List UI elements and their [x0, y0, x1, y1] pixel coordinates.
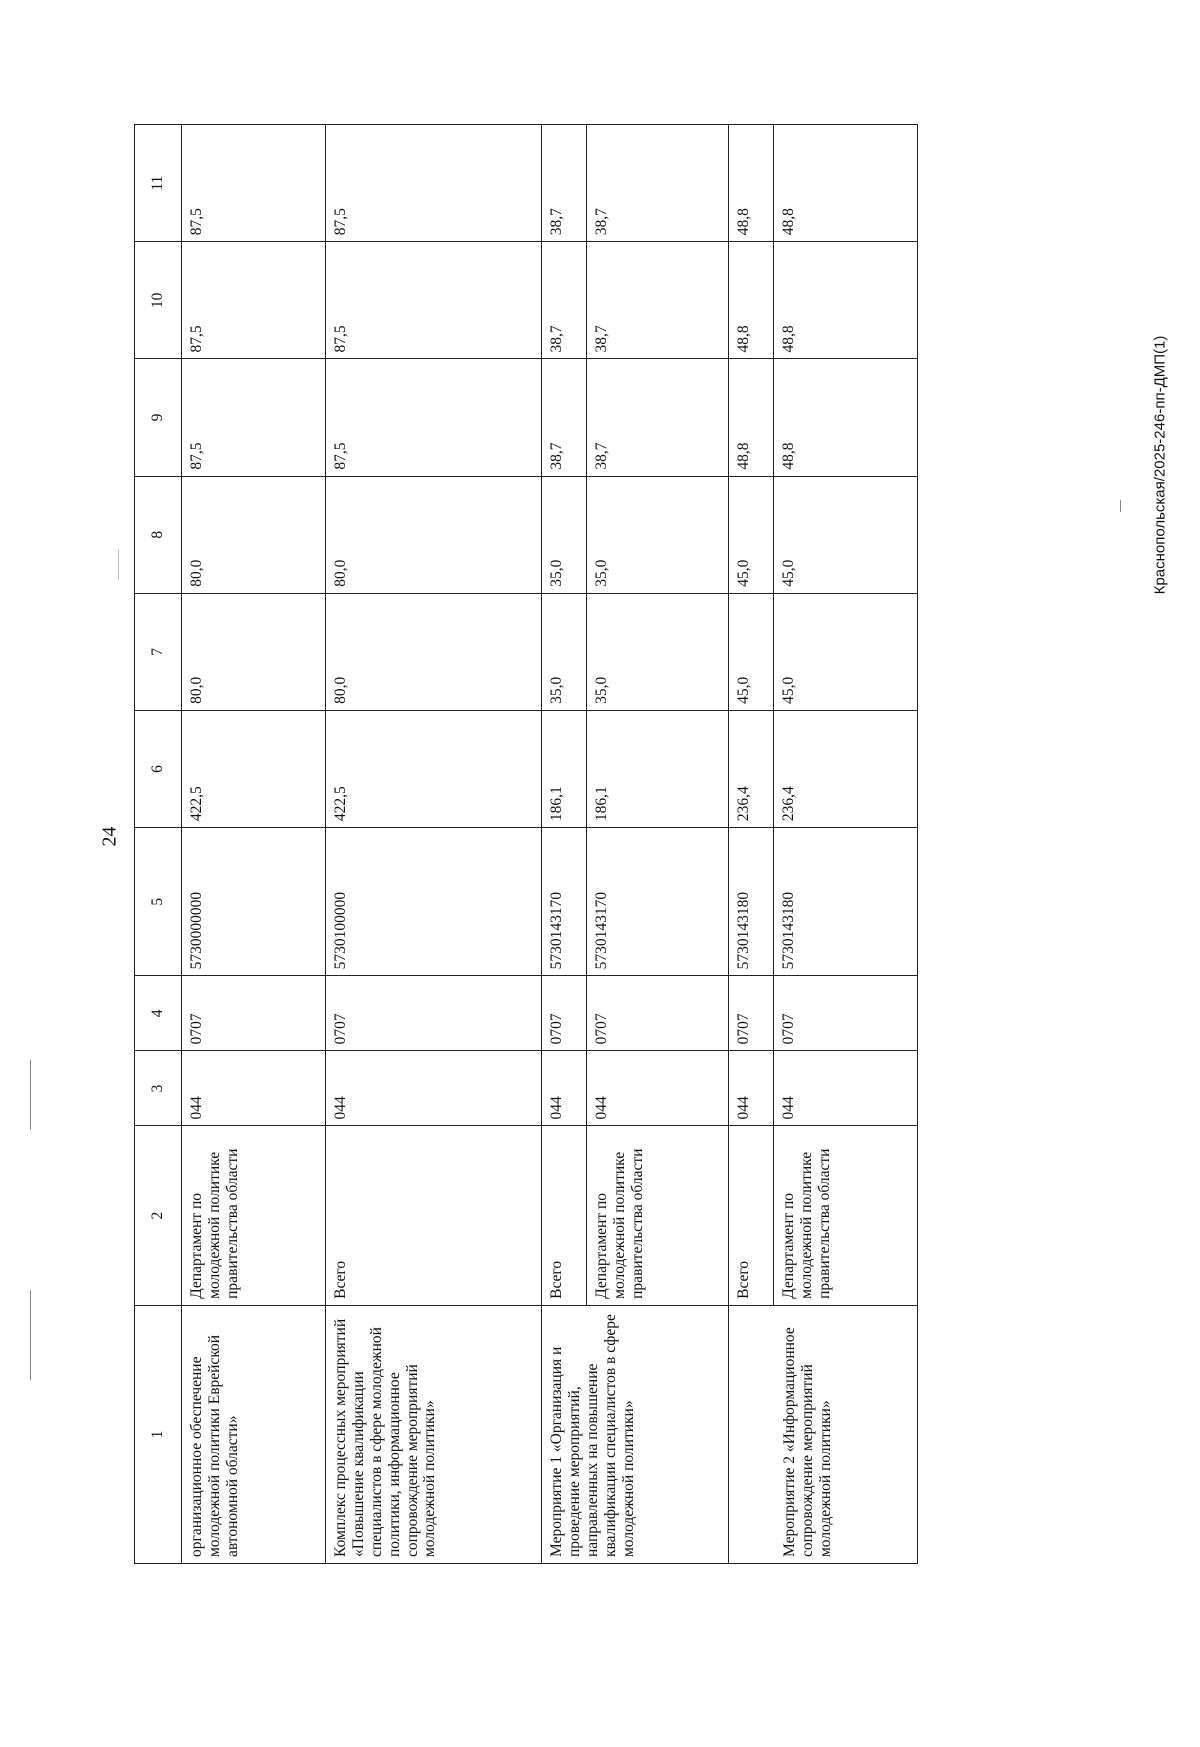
total-value-cell: 422,5	[325, 710, 541, 827]
page-number: 24	[98, 826, 121, 847]
header-cell: 4	[135, 976, 182, 1051]
executor-cell: Всего	[541, 1126, 586, 1305]
table-container	[134, 124, 918, 1564]
executor-cell: Департамент по молодежной политике правительства области	[586, 1126, 729, 1305]
executor-cell: Департамент по молодежной политике правительства области	[181, 1126, 325, 1305]
year-value-cell: 35,0	[586, 476, 729, 593]
table-row	[541, 125, 586, 1564]
target-article-cell: 5730143170	[586, 828, 729, 976]
year-value-cell: 38,7	[586, 125, 729, 242]
year-value-cell: 87,5	[325, 125, 541, 242]
table-header-row	[135, 125, 182, 1564]
program-name-cell: Комплекс процессных мероприятий «Повышение квалификации специалистов в сфере молодежной политики, информационное сопровождение мероприятий молодежной политики»	[325, 1305, 541, 1563]
year-value-cell: 35,0	[541, 476, 586, 593]
year-value-cell: 45,0	[729, 476, 774, 593]
grbs-code-cell: 044	[586, 1051, 729, 1126]
scan-mark	[1120, 500, 1121, 512]
document-code-text: Краснопольская/2025-246-пп-ДМП(1)	[1151, 335, 1169, 595]
section-code-cell: 0707	[541, 976, 586, 1051]
year-value-cell: 35,0	[541, 593, 586, 710]
section-code-cell: 0707	[586, 976, 729, 1051]
year-value-cell: 38,7	[586, 359, 729, 476]
year-value-cell: 48,8	[774, 125, 918, 242]
grbs-code-cell: 044	[774, 1051, 918, 1126]
target-article-cell: 5730143180	[774, 828, 918, 976]
total-value-cell: 422,5	[181, 710, 325, 827]
year-value-cell: 87,5	[325, 242, 541, 359]
year-value-cell: 38,7	[541, 125, 586, 242]
section-code-cell: 0707	[774, 976, 918, 1051]
table-row	[181, 125, 325, 1564]
year-value-cell: 45,0	[774, 476, 918, 593]
year-value-cell: 38,7	[541, 242, 586, 359]
grbs-code-cell: 044	[181, 1051, 325, 1126]
header-cell: 9	[135, 359, 182, 476]
table-row	[325, 125, 541, 1564]
year-value-cell: 87,5	[181, 242, 325, 359]
header-cell: 2	[135, 1126, 182, 1305]
year-value-cell: 45,0	[729, 593, 774, 710]
section-code-cell: 0707	[181, 976, 325, 1051]
total-value-cell: 186,1	[586, 710, 729, 827]
year-value-cell: 38,7	[541, 359, 586, 476]
header-cell: 8	[135, 476, 182, 593]
year-value-cell: 35,0	[586, 593, 729, 710]
total-value-cell: 186,1	[541, 710, 586, 827]
year-value-cell: 87,5	[181, 359, 325, 476]
scan-mark	[118, 550, 119, 580]
section-code-cell: 0707	[729, 976, 774, 1051]
target-article-cell: 5730100000	[325, 828, 541, 976]
header-cell: 1	[135, 1305, 182, 1563]
year-value-cell: 48,8	[729, 125, 774, 242]
year-value-cell: 87,5	[325, 359, 541, 476]
header-cell: 6	[135, 710, 182, 827]
header-cell: 3	[135, 1051, 182, 1126]
section-code-cell: 0707	[325, 976, 541, 1051]
year-value-cell: 80,0	[181, 476, 325, 593]
year-value-cell: 48,8	[774, 242, 918, 359]
total-value-cell: 236,4	[774, 710, 918, 827]
scan-mark	[30, 1060, 31, 1130]
year-value-cell: 80,0	[325, 476, 541, 593]
executor-cell: Всего	[729, 1126, 774, 1305]
executor-cell: Департамент по молодежной политике правительства области	[774, 1126, 918, 1305]
year-value-cell: 48,8	[774, 359, 918, 476]
year-value-cell: 80,0	[325, 593, 541, 710]
grbs-code-cell: 044	[729, 1051, 774, 1126]
grbs-code-cell: 044	[541, 1051, 586, 1126]
year-value-cell: 48,8	[729, 359, 774, 476]
grbs-code-cell: 044	[325, 1051, 541, 1126]
header-cell: 7	[135, 593, 182, 710]
year-value-cell: 87,5	[181, 125, 325, 242]
budget-table	[134, 124, 918, 1564]
header-cell: 5	[135, 828, 182, 976]
year-value-cell: 38,7	[586, 242, 729, 359]
program-name-cell: Мероприятие 1 «Организация и проведение мероприятий, направленных на повышение квалификации специалистов в сфере молодежной политики»	[541, 1305, 729, 1563]
year-value-cell: 80,0	[181, 593, 325, 710]
header-cell: 10	[135, 242, 182, 359]
header-cell: 11	[135, 125, 182, 242]
program-name-cell: Мероприятие 2 «Информационное сопровождение мероприятий молодежной политики»	[729, 1305, 918, 1563]
year-value-cell: 48,8	[729, 242, 774, 359]
scan-mark	[30, 1290, 31, 1380]
target-article-cell: 5730143180	[729, 828, 774, 976]
table-row	[729, 125, 774, 1564]
year-value-cell: 45,0	[774, 593, 918, 710]
target-article-cell: 5730143170	[541, 828, 586, 976]
target-article-cell: 5730000000	[181, 828, 325, 976]
total-value-cell: 236,4	[729, 710, 774, 827]
program-name-cell: организационное обеспечение молодежной политики Еврейской автономной области»	[181, 1305, 325, 1563]
executor-cell: Всего	[325, 1126, 541, 1305]
